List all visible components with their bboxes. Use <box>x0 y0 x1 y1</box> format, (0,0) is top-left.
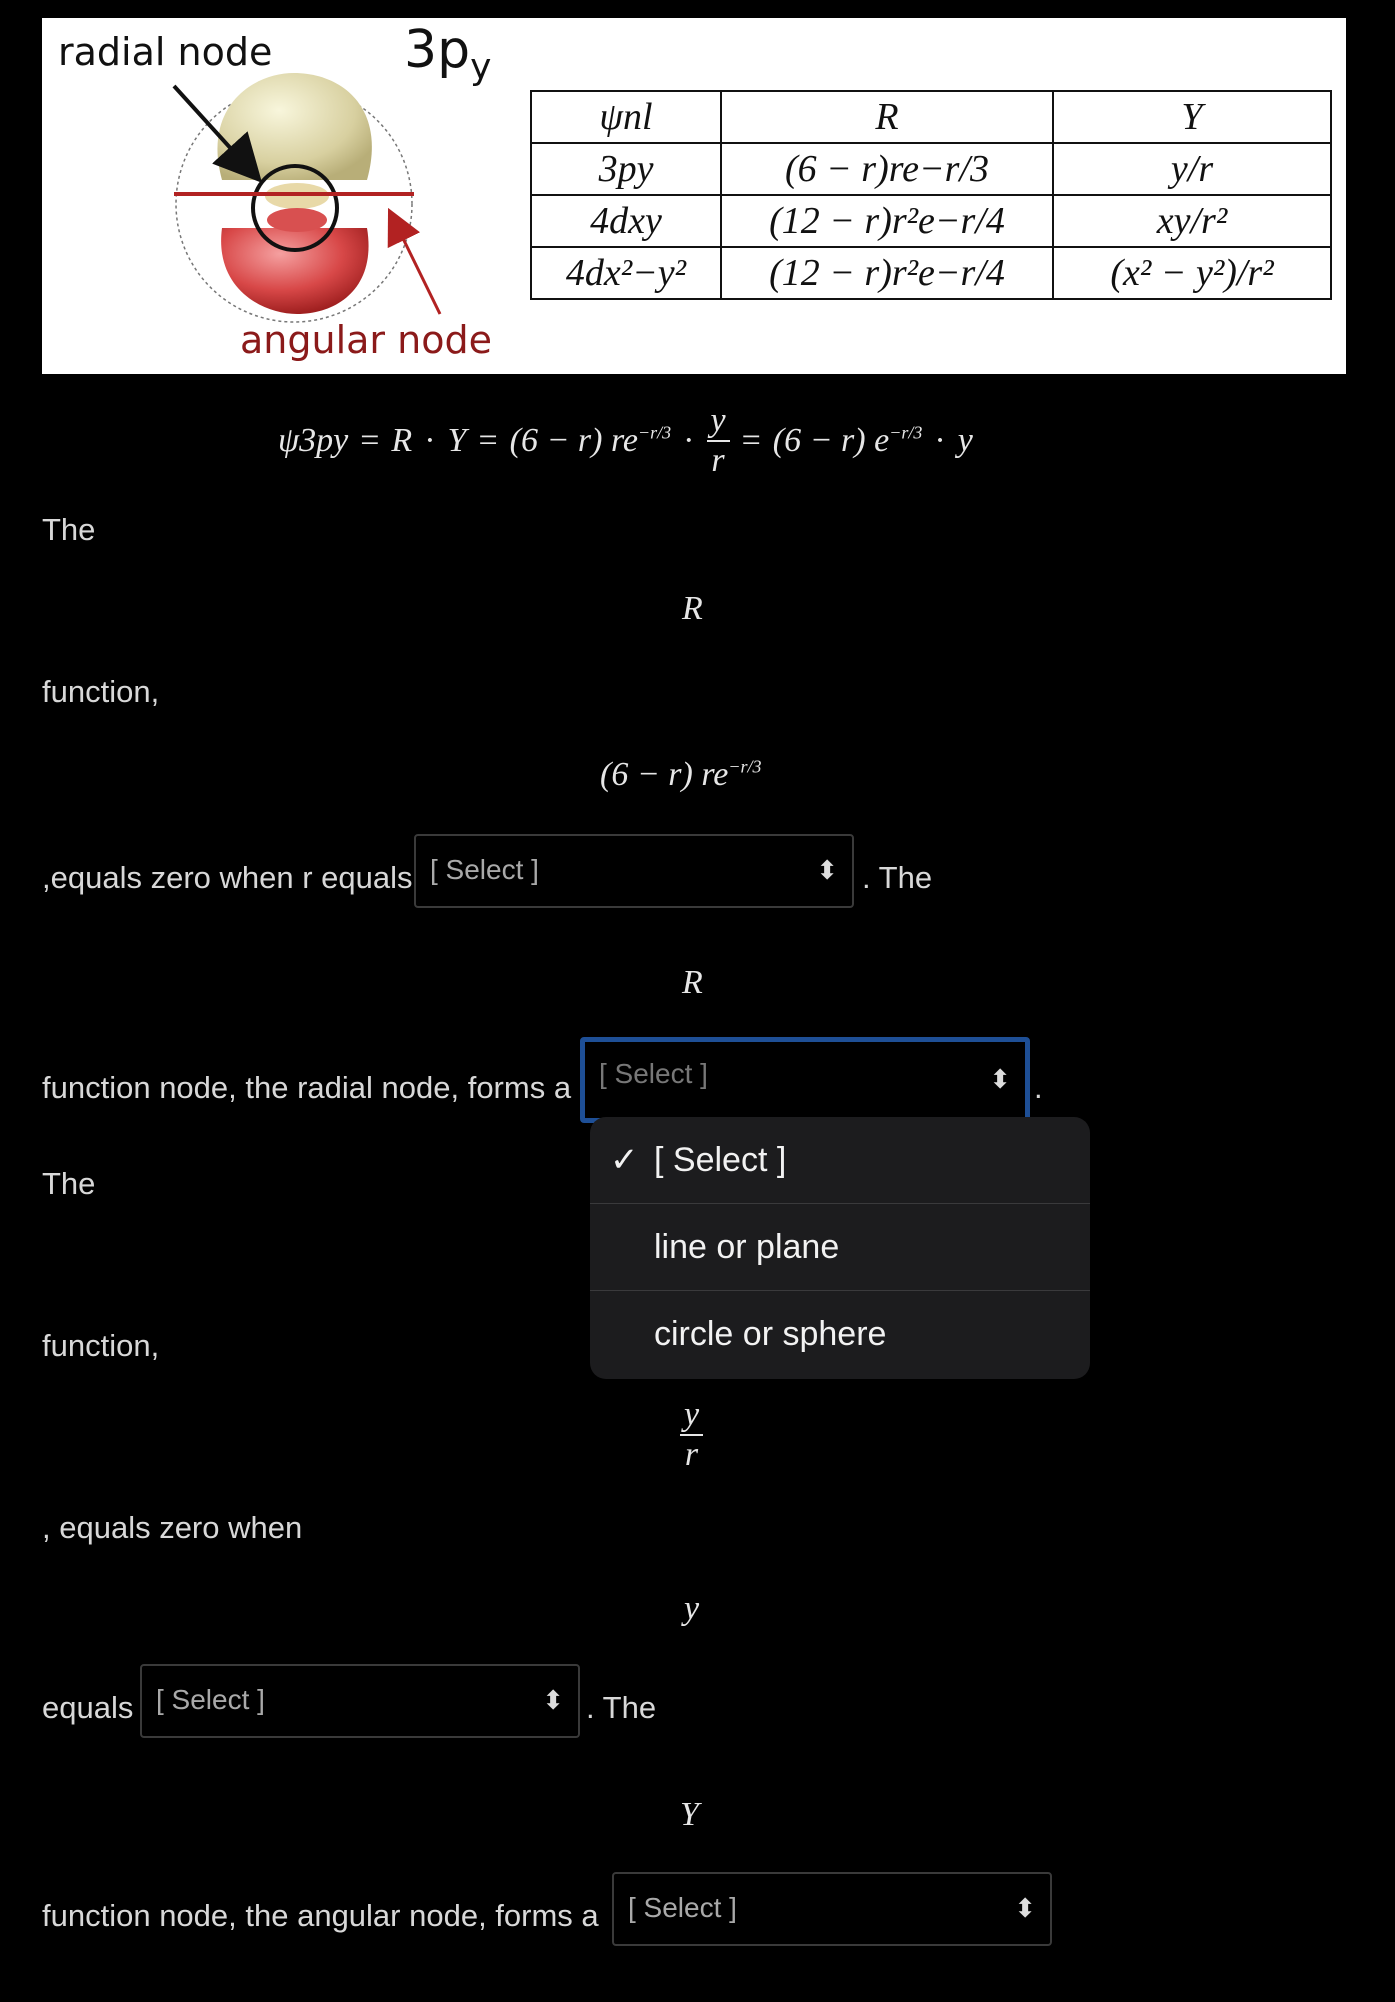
table-cell: 4dxy <box>531 195 721 247</box>
table-header-cell: R <box>721 91 1053 143</box>
para2-the: The <box>42 1166 96 1201</box>
chevron-updown-icon: ⬍ <box>1014 1893 1036 1923</box>
para2-math-y-func: Y <box>680 1796 699 1833</box>
shape-dropdown-menu <box>590 1117 1090 1379</box>
table-header-row <box>531 91 1331 143</box>
equation-equals: = <box>741 422 761 459</box>
chevron-updown-icon: ⬍ <box>816 855 838 885</box>
dropdown-option-label: line or plane <box>654 1228 840 1266</box>
table-cell: xy/r² <box>1053 195 1331 247</box>
equation-simplified: (6 − r) $e^{-r/3}$ <box>772 422 923 459</box>
para2-math-y: y <box>684 1590 700 1627</box>
dropdown-option-select[interactable] <box>590 1117 1090 1204</box>
upper-lobe <box>217 73 371 180</box>
equation-dot: · <box>934 422 946 459</box>
para2-fraction: $\frac{y}{r}$ <box>680 1396 703 1474</box>
select-value: [ Select ] <box>599 1058 708 1089</box>
select-value: [ Select ] <box>628 1892 737 1923</box>
equation-tail: y <box>957 422 973 459</box>
para1-forms-text: function node, the radial node, forms a <box>42 1070 572 1105</box>
orbital-figure <box>42 18 1346 374</box>
radial-node-label: radial node <box>58 30 273 74</box>
para1-math-expr: (6 − r) $re^{-r/3}$ <box>600 756 762 793</box>
table-cell: y/r <box>1053 143 1331 195</box>
equation-equals: = <box>478 422 498 459</box>
para2-equals: equals <box>42 1690 134 1725</box>
orbital-table <box>530 90 1332 300</box>
para1-function: function, <box>42 674 160 709</box>
inner-lobe-lower <box>267 208 327 232</box>
chevron-updown-icon: ⬍ <box>989 1064 1011 1094</box>
para1-the: The <box>42 512 96 547</box>
para1-math-r2: R <box>682 964 703 1001</box>
angular-y-select[interactable] <box>140 1664 580 1738</box>
equation-dot: · <box>424 422 436 459</box>
wavefunction-equation <box>278 402 973 480</box>
chevron-updown-icon: ⬍ <box>542 1685 564 1715</box>
table-cell: (12 − r)r²e−r/4 <box>721 247 1053 299</box>
table-header-cell: Y <box>1053 91 1331 143</box>
para1-equals-text: ,equals zero when r equals <box>42 860 413 895</box>
dropdown-option-label: [ Select ] <box>654 1141 787 1179</box>
table-cell: (12 − r)r²e−r/4 <box>721 195 1053 247</box>
table-row <box>531 143 1331 195</box>
equation-radial-part: (6 − r) $re^{-r/3}$ <box>509 422 672 459</box>
para2-after-select: . The <box>586 1690 657 1725</box>
angular-node-label: angular node <box>240 318 492 362</box>
para1-after-select: . The <box>862 860 933 895</box>
equation-lhs: ψ3py <box>278 422 349 459</box>
lower-lobe <box>221 228 368 314</box>
dropdown-option-circle-or-sphere[interactable] <box>590 1291 1090 1378</box>
equation-dot: · <box>683 422 695 459</box>
select-value: [ Select ] <box>430 854 539 885</box>
table-cell: (6 − r)re−r/3 <box>721 143 1053 195</box>
para1-math-r: R <box>682 590 703 627</box>
equation-equals: = <box>360 422 380 459</box>
table-header-cell: ψnl <box>531 91 721 143</box>
para2-forms-text: function node, the angular node, forms a <box>42 1898 599 1933</box>
angular-node-arrow <box>392 216 440 314</box>
angular-shape-select[interactable] <box>612 1872 1052 1946</box>
table-row <box>531 247 1331 299</box>
table-cell: 4dx²−y² <box>531 247 721 299</box>
dropdown-option-label: circle or sphere <box>654 1315 887 1353</box>
radial-shape-select[interactable] <box>580 1037 1030 1123</box>
table-cell: (x² − y²)/r² <box>1053 247 1331 299</box>
dropdown-option-line-or-plane[interactable] <box>590 1204 1090 1291</box>
equation-y-func: Y <box>447 422 467 459</box>
table-cell: 3py <box>531 143 721 195</box>
checkmark-icon: ✓ <box>610 1141 639 1179</box>
para2-equals-zero: , equals zero when <box>42 1510 303 1545</box>
para2-function: function, <box>42 1328 160 1363</box>
radial-r-select[interactable] <box>414 834 854 908</box>
select-value: [ Select ] <box>156 1684 265 1715</box>
equation-r: R <box>391 422 413 459</box>
orbital-label: $3p_y$ <box>404 20 492 88</box>
table-row <box>531 195 1331 247</box>
equation-fraction: $\frac{y}{r}$ <box>707 402 730 480</box>
para1-period: . <box>1034 1070 1043 1105</box>
